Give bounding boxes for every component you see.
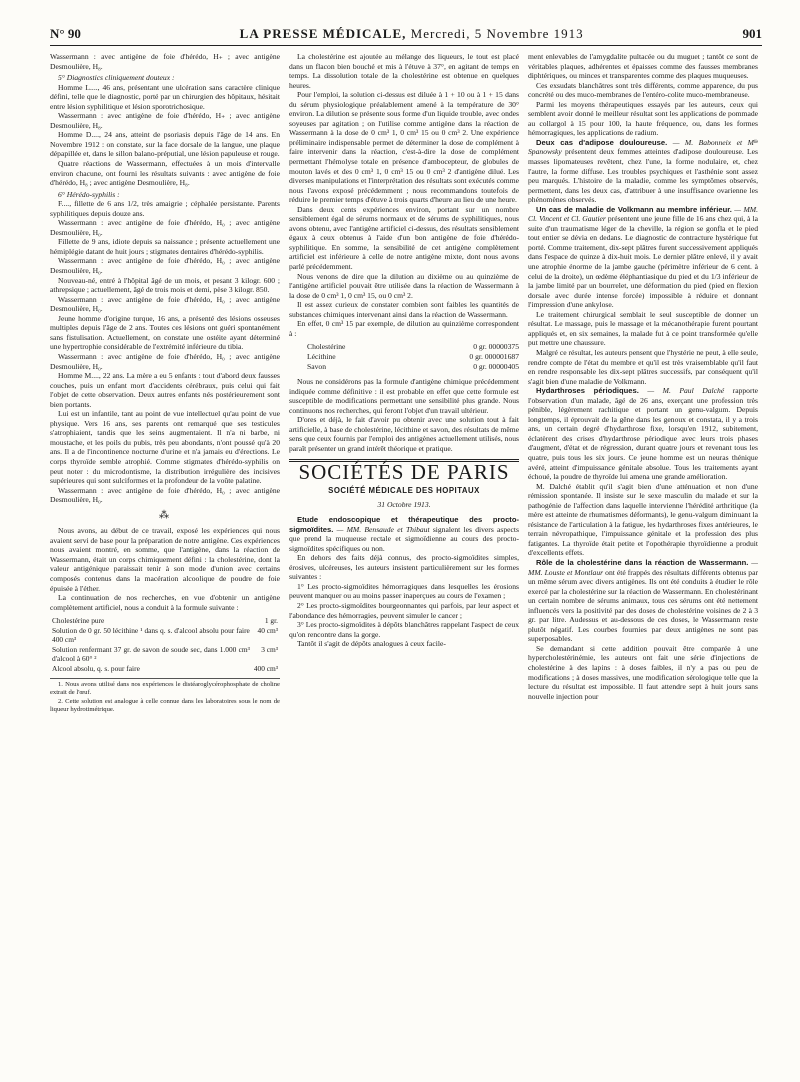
column-3 <box>528 52 758 1072</box>
page-number: 901 <box>742 26 762 41</box>
communication-text: présentent une jeune fille de 16 ans chez qui, à la suite d'un traumatisme léger de la cheville, la région se gonfla et le pied tout entier se dévia en dedans. Le diagnostic de contracture hystérique fut porté. Comme traitement, dix-sept plâtres furent successivement appliqués dans l'espace de quinze à dix-huit mois. Le dernier plâtre enlevé, il y avait une atrophie énorme de la jambe gauche (périmètre inférieur de 6 cent. à celui de la droite), un œdème éléphantiasique du pied et du 1/3 inférieur de la jambe limité par un bourrelet, une déformation du pied (pied en flexion dorsale avec durée intense forcée) impossible à réduire et donnant l'impression d'une ankylose. <box>528 214 758 310</box>
paragraph: En effet, 0 cm³ 15 par exemple, de dilution au quinzième correspondent à : <box>289 319 519 338</box>
paragraph: 1° Les procto-sigmoïdites hémorragiques dans lesquelles les érosions peuvent manquer ou au moins passer inaperçues au cours de l'examen ; <box>289 581 519 601</box>
paragraph: Quatre réactions de Wassermann, effectuées à un mois d'intervalle environ chacune, ont fourni les résultats suivants : avec antigène de foie d'hérédo, H₈ ; avec antigène Desmoulière, H₈. <box>50 159 280 188</box>
paragraph: Se demandant si cette addition pouvait être comparée à une hypercholestérinémie, les auteurs ont fait une série d'injections de cholestérine à des lapins : à doses faibles, il n'y a pas ou peu de modifications ; à doses massives, une modification sérologique telle que la lecture du résultat est impossible. Il faut attendre sept à huit jours sans nouvelle injection pour <box>528 643 758 701</box>
communication-title: Etude endoscopique et thérapeutique des procto-sigmoïdites. <box>289 515 519 534</box>
quantity-label: Cholestérine <box>307 342 346 352</box>
page-header <box>50 26 762 46</box>
paragraph: Homme L...., 46 ans, présentant une ulcération sans caractère clinique défini, telle que le diagnostic, porté par un chirurgien des hôpitaux, hésitait entre lésion syphilitique et lésion sporotrichosique. <box>50 82 280 111</box>
paragraph: M. Dalché établit qu'il s'agit bien d'une atténuation et non d'une rémission spontanée. Il insiste sur le sexe masculin du malade et sur la pathogénie de l'affection dans laquelle intervienne l'hérédité arthritique (la mère est atteinte de rhumatismes déformants), le genu-valgum diminuant la résistance de l'articulation à la fatigue, les hydarthroses fixes antérieures, le terrain névropathique, l'impuissance génitale et la profession des plus fatigantes. La thyroïde était petite et l'opothérapie thyroïdienne a produit d'excellents effets. <box>528 481 758 558</box>
paragraph: La continuation de nos recherches, en vue d'obtenir un antigène complètement artificiel, nous a conduit à la formule suivante : <box>50 593 280 612</box>
formula-table <box>50 616 280 673</box>
paragraph: En dehors des faits déjà connus, des procto-sigmoïdites simples, érosives, ulcéreuses, les auteurs insistent particulièrement sur les formes suivantes : <box>289 553 519 582</box>
paragraph: Jeune homme d'origine turque, 16 ans, a présenté des lésions osseuses multiples depuis l'âge de 2 ans. Toutes ces lésions ont guéri spontanément sans fistulisation. Actuellement, on constate une ostéite ayant déterminé une hypertrophie considérable de l'extrémité inférieure du tibia. <box>50 313 280 352</box>
section-separator: ⁂ <box>159 509 171 521</box>
paragraph: Il est assez curieux de constater combien sont faibles les quantités de substances chimiques intervenant ainsi dans la réaction de Wassermann. <box>289 300 519 319</box>
communication <box>528 205 758 310</box>
quantity-value: 0 gr. 00000375 <box>473 342 519 352</box>
issue-number: N° 90 <box>50 26 81 41</box>
communication-title: Deux cas d'adipose douloureuse. <box>536 137 668 147</box>
formula-label: Alcool absolu, q. s. pour faire <box>52 663 140 673</box>
issue-date: Mercredi, 5 Novembre 1913 <box>410 26 584 41</box>
paragraph: F...., fillette de 6 ans 1/2, très amaigrie ; céphalée persistante. Parents syphilitiques depuis douze ans. <box>50 199 280 218</box>
quantity-label: Savon <box>307 361 326 371</box>
journal-title <box>240 26 584 42</box>
formula-label: Solution de 0 gr. 50 lécithine ¹ dans q. s. d'alcool absolu pour faire 400 cm³ <box>52 625 250 645</box>
paragraph: Wassermann : avec antigène de foie d'hérédo, H₀ ; avec antigène Desmoulière, H₀. <box>50 485 280 505</box>
paragraph: Nous ne considérons pas la formule d'antigène chimique précédemment indiquée comme définitive : il est probable en effet que cette formule est susceptible de modifications permettant une sensibilité plus grande. Nous continuons nos recherches, qui feront l'objet d'un travail ultérieur. <box>289 377 519 415</box>
section-heading: 5° Diagnostics cliniquement douteux : <box>58 73 175 83</box>
quantity-value: 0 gr. 000001687 <box>469 351 519 361</box>
column-1 <box>50 52 280 1072</box>
paragraph: Malgré ce résultat, les auteurs pensent que l'hystérie ne peut, à elle seule, rendre compte de l'état du membre et qu'il est très vraisemblable qu'il faut en rendre responsable les dix-sept plâtres successifs, par conséquent qu'il s'agit bien d'une maladie de Volkmann. <box>528 347 758 386</box>
paragraph: Nous venons de dire que la dilution au dixième ou au quinzième de l'antigène artificiel pouvait être utilisée dans la réaction de Wassermann à la dose de 0 cm³ 1, 0 cm³ 15, ou 0 cm³ 2. <box>289 271 519 300</box>
paragraph: ment enlevables de l'amygdalite pultacée ou du muguet ; tantôt ce sont de véritables plaques, adhérentes et épaisses comme des fausses membranes diphtériques, ou minces et transparentes comme des plaques muqueuses. <box>528 52 758 81</box>
communication-authors: — M. Babonneix et Mˡˡᵉ Spanowsky <box>528 137 758 157</box>
paragraph: La cholestérine est ajoutée au mélange des liqueurs, le tout est placé dans un flacon bien bouché et mis à l'étuve à 37°, en agitant de temps en temps. La dissolution totale de la cholestérine est obtenue en quelques heures. <box>289 52 519 90</box>
formula-label: Cholestérine pure <box>52 616 105 626</box>
column-2 <box>289 52 519 1072</box>
formula-qty: 40 cm³ <box>257 625 278 635</box>
paragraph: Homme M...., 22 ans. La mère a eu 5 enfants : tout d'abord deux fausses couches, puis un enfant mort d'accidents cérébraux, puis celui qui fait l'objet de cette observation. Deux autres enfants nés postérieurement sont bien portants. <box>50 371 280 409</box>
paragraph: Lui est un infantile, tant au point de vue intellectuel qu'au point de vue physique. Vers 16 ans, ses parents ont remarqué que ses testicules s'atrophiaient, tandis que les seins augmentaient. Il n'a ni barbe, ni moustache, et les poils du pubis, très peu abondants, n'ont poussé qu'à 20 ans. Il a de l'incontinence nocturne d'urine et n'a jamais eu d'érections. Le corps thyroïde semble atrophié. Comme stigmates d'hérédo-syphilis on peut noter : du microdontisme, la distribution irrégulière des incisives supérieures qui sont sulciformes et la profondeur de la voûte palatine. <box>50 409 280 486</box>
list-item <box>307 342 519 352</box>
communication-text: ont été frappés des résultats différents obtenus par un même sérum avec divers antigènes. Ils ont été conduits à étudier le rôle exercé par la cholestérine sur la réaction de Wassermann. En cholestérinant un certain nombre de sérums animaux, tous ces sérums ont été nettement influencés vers la positivité par des doses de cholestérine voisines de 2 à 3 gr. par litre. Audessus et au-dessous de ces doses, le Wassermann reste plutôt négatif. Les courbes fournies par deux antigènes ne sont pas superposables. <box>528 567 758 644</box>
paragraph: 3° Les procto-sigmoïdites à dépôts blanchâtres rappelant l'aspect de ceux qu'on rencontre dans la gorge. <box>289 620 519 639</box>
paragraph: Wassermann : avec antigène de foie d'hérédo, H₀ ; avec antigène Desmoulière, H₀. <box>50 351 280 371</box>
formula-qty: 1 gr. <box>264 616 278 626</box>
communication-title: Un cas de maladie de Volkmann au membre inférieur. <box>536 204 732 214</box>
quantities-list <box>307 342 519 371</box>
formula-qty: 400 cm³ <box>253 663 278 673</box>
paragraph: Wassermann : avec antigène de foie d'hérédo, H₀ ; avec antigène Desmoulière, H₀. <box>50 294 280 314</box>
quantity-value: 0 gr. 00000405 <box>473 361 519 371</box>
society-title: SOCIÉTÉ MÉDICALE DES HOPITAUX <box>328 485 480 495</box>
session-date: 31 Octobre 1913. <box>377 499 431 509</box>
table-row <box>50 645 280 664</box>
quantity-label: Lécithine <box>307 351 336 361</box>
section-title: SOCIÉTÉS DE PARIS <box>298 460 510 485</box>
footnotes <box>50 678 280 714</box>
communication-text: rapporte l'observation d'un malade, âgé de 26 ans, exerçant une profession très pénible, légèrement rachitique et portant un genu-valgum. Depuis longtemps, il éprouvait de la gêne dans les genoux et constata, il y a trois ans, un certain degré d'hydarthrose fixe, lorsqu'en 1912, subitement, éclatèrent des crises d'hydarthrose périodique avec leurs trois phases d'augment, d'état et de régression, durant quatre jours et revenant tous les quatre, puis tous les six jours. Ce jeune homme est un neuras thénique avéré, atteint d'impuissance génitale absolue. Tous les traitements ayant échoué, la poudre de thyroïde lui amena une grande amélioration. <box>528 386 758 482</box>
footnote: 2. Cette solution est analogue à celle connue dans les laboratoires sous le nom de liqueur hydrotimétrique. <box>50 697 280 713</box>
paragraph: Wassermann : avec antigène de foie d'hérédo, H₀ ; avec antigène Desmoulière, H₀. <box>50 256 280 276</box>
list-item <box>307 352 519 362</box>
communication-title: Hydarthroses périodiques. <box>536 386 639 396</box>
paragraph: Wassermann : avec antigène de foie d'hérédo, H₊ ; avec antigène Desmoulière, H₈. <box>50 52 280 71</box>
table-row <box>50 664 280 674</box>
paragraph: Parmi les moyens thérapeutiques essayés par les auteurs, ceux qui semblent avoir donné le meilleur résultat sont les applications de pommade au collargol à 15 pour 100, la haute fréquence, ou, dans les formes hémorragiques, les applications de radium. <box>528 99 758 138</box>
paragraph: 2° Les procto-sigmoïdites bourgeonnantes qui parfois, par leur aspect et l'abondance des hémorragies, peuvent simuler le cancer ; <box>289 600 519 620</box>
communication <box>528 558 758 644</box>
table-row <box>50 626 280 645</box>
communication <box>528 386 758 481</box>
communication-title: Rôle de la cholestérine dans la réaction de Wassermann. <box>536 557 749 567</box>
communication <box>528 138 758 205</box>
paragraph: Le traitement chirurgical semblait le seul susceptible de donner un résultat. Le massage, puis le massage et la mécanothérapie furent pourtant appliqués et, en six semaines, la malade fut à ce point transformée qu'elle put mettre une chaussure. <box>528 309 758 348</box>
paragraph: Nouveau-né, entré à l'hôpital âgé de un mois, et pesant 3 kilogr. 600 ; athrepsique ; actuellement, âgé de trois mois et demi, pèse 3 kilogr. 850. <box>50 275 280 295</box>
columns <box>50 52 762 1072</box>
paragraph: Wassermann : avec antigène de foie d'hérédo, H₊ ; avec antigène Desmoulière, H₈. <box>50 111 280 130</box>
communication-authors: — MM. Bensaude et Thibaut <box>336 524 430 534</box>
list-item <box>307 362 519 372</box>
paragraph: Wassermann : avec antigène de foie d'hérédo, H₀ ; avec antigène Desmoulière, H₀. <box>50 218 280 237</box>
formula-qty: 3 cm³ <box>261 644 278 654</box>
paragraph: Tantôt il s'agit de dépôts analogues à ceux facile- <box>297 639 446 649</box>
communication-text: signalent les divers aspects que prend la muqueuse rectale et sigmoïdienne au cours des procto-sigmoïdites spécifiques ou non. <box>289 524 519 553</box>
journal-name: LA PRESSE MÉDICALE, <box>239 26 407 41</box>
paragraph: Dans deux cents expériences environ, portant sur un nombre sensiblement égal de sérums normaux et de sérums de syphilitiques, nous avons obtenu, avec l'antigène artificiel ci-dessus, des résultats sensiblement égaux à ceux obtenus à l'aide d'un bon antigène de foie d'hérédo-syphilitique. En somme, la sensibilité de cet antigène complètement artificiel est inférieure à celle de notre antigène mixte, dont nous avons parlé précédemment. <box>289 204 519 272</box>
footnote: 1. Nous avons utilisé dans nos expériences le distéaroglycérophosphate de choline extrait de l'œuf. <box>50 681 280 697</box>
section-heading: 6° Hérédo-syphilis : <box>58 189 120 199</box>
communication-authors: — M. Paul Dalché <box>647 386 725 396</box>
paragraph: Pour l'emploi, la solution ci-dessus est diluée à 1 + 10 ou à 1 + 15 dans du sérum physiologique préalablement amené à la température de 30° environ. La dilution se présente sous forme d'un liquide trouble, avec ondes soyeuses par agitation ; on l'utilise comme antigène dans la réaction de Wassermann à la dose de 0 cm³ 1, 0 cm³ 15 ou 0 cm³ 2. Une expérience préliminaire indispensable permet de déterminer la dose de complément à faire intervenir dans la réaction, c'est-à-dire la dose de complément permettant l'hémolyse totale en présence d'ambocepteur, de globules de mouton lavés et des 0 cm³ 1, 0 cm³ 15 ou 0 cm³ 2 d'antigène dilué. Les diverses manipulations et l'interprétation des résultats sont exécutés comme nous l'avons exposé précédemment ; nous recommandons toutefois de réduire le premier temps d'étuve à trois quarts d'heure au lieu de une heure. <box>289 90 519 205</box>
communication-authors: — MM. Cl. Vincent et Cl. Gautier <box>528 204 758 224</box>
communication-authors: — MM. Louste et Montlaur <box>528 557 758 577</box>
paragraph: D'ores et déjà, le fait d'avoir pu obtenir avec une solution tout à fait artificielle, à base de cholestérine, lécithine et savon, des résultats de même sens que ceux fournis par l'emploi des antigènes actuellement utilisés, nous paraît présenter un grand intérêt théorique et pratique. <box>289 415 519 453</box>
table-row <box>50 616 280 626</box>
paragraph: Homme D...., 24 ans, atteint de psoriasis depuis l'âge de 14 ans. En Novembre 1912 : on constate, sur la face dorsale de la langue, une plaque dépapillée et, dans le sillon balano-préputial, une lésion papuleuse et rouge. <box>50 130 280 159</box>
formula-label: Solution renfermant 37 gr. de savon de soude sec, dans 1.000 cm³ d'alcool à 60° ² <box>52 644 250 664</box>
paragraph: Nous avons, au début de ce travail, exposé les expériences qui nous avaient servi de base pour la préparation de notre antigène. Ces expériences nous avaient montré, en somme, que l'antigène, dans la réaction de Wassermann, était un corps chimiquement défini : la cholestérine, dont la valeur antigénique paraissait tenir à son mode d'union avec certains composés contenus dans la macération alcoolique de poudre de foie épuisée à l'éther. <box>50 526 280 593</box>
paragraph: Fillette de 9 ans, idiote depuis sa naissance ; présente actuellement une hémiplégie datant de huit jours ; stigmates dentaires d'hérédo-syphilis. <box>50 237 280 256</box>
paragraph: Ces exsudats blanchâtres sont très différents, comme apparence, du pus concrété ou des muco-membranes de l'entéro-colite muco-membraneuse. <box>528 80 758 100</box>
communication-text: présentent deux femmes atteintes d'adipose douloureuse. Les masses lipomateuses revêtent, chez l'une, la forme nodulaire, et, chez l'autre, la forme diffuse. Les troubles psychiques et l'asthénie sont assez peu marqués. L'histoire de la maladie, comme les symptômes observés, permettent, dans les deux cas, d'attribuer à une insuffisance ovarienne les phénomènes observés. <box>528 147 758 205</box>
communication <box>289 515 519 553</box>
